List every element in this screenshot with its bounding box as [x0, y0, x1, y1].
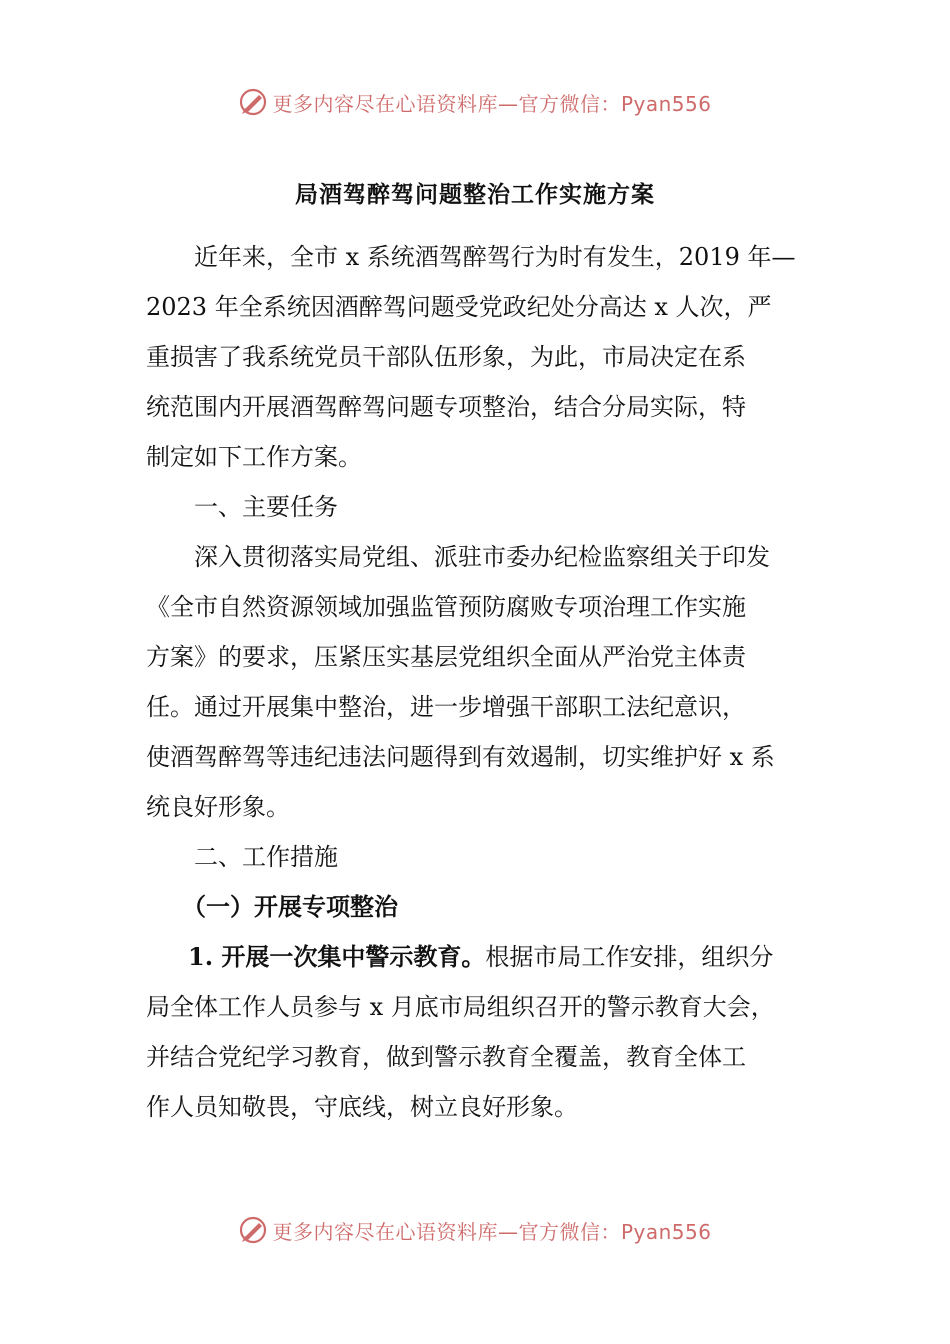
item1-line: 作人员知敬畏，守底线，树立良好形象。 — [146, 1093, 578, 1121]
section1-line: 任。通过开展集中整治，进一步增强干部职工法纪意识， — [146, 693, 746, 721]
section1-heading: 一、主要任务 — [194, 493, 338, 521]
pen-seal-icon — [238, 87, 268, 117]
watermark-banner-bottom — [0, 1210, 950, 1250]
item1-first-rest: 根据市局工作安排，组织分 — [485, 943, 774, 971]
item1-bold-lead: 1. 开展一次集中警示教育。 — [188, 942, 486, 971]
document-title: 局酒驾醉驾问题整治工作实施方案 — [295, 181, 655, 208]
intro-line: 制定如下工作方案。 — [146, 443, 362, 471]
item1-line: 局全体工作人员参与 x 月底市局组织召开的警示教育大会， — [146, 993, 775, 1021]
section1-line: 《全市自然资源领域加强监管预防腐败专项治理工作实施 — [146, 593, 746, 621]
section1-line: 深入贯彻落实局党组、派驻市委办纪检监察组关于印发 — [194, 543, 770, 571]
section2-heading: 二、工作措施 — [194, 843, 338, 871]
section1-line: 使酒驾醉驾等违纪违法问题得到有效遏制，切实维护好 x 系 — [146, 743, 775, 771]
item1-first-line — [146, 932, 806, 982]
pen-seal-icon — [238, 1215, 268, 1245]
watermark-text-bottom: 更多内容尽在心语资料库—官方微信：Pyan556 — [272, 1219, 712, 1244]
intro-line: 近年来，全市 x 系统酒驾醉驾行为时有发生，2019 年— — [194, 243, 796, 271]
section1-line: 方案》的要求，压紧压实基层党组织全面从严治党主体责 — [146, 643, 746, 671]
watermark-banner-top — [0, 82, 950, 122]
intro-line: 重损害了我系统党员干部队伍形象，为此，市局决定在系 — [146, 343, 746, 371]
item1-line: 并结合党纪学习教育，做到警示教育全覆盖，教育全体工 — [146, 1043, 746, 1071]
subsection1-heading: （一）开展专项整治 — [182, 892, 398, 921]
intro-line: 2023 年全系统因酒醉驾问题受党政纪处分高达 x 人次，严 — [146, 293, 772, 321]
watermark-text-top: 更多内容尽在心语资料库—官方微信：Pyan556 — [272, 91, 712, 116]
section1-line: 统良好形象。 — [146, 793, 290, 821]
document-body — [146, 232, 806, 1132]
intro-line: 统范围内开展酒驾醉驾问题专项整治，结合分局实际，特 — [146, 393, 746, 421]
